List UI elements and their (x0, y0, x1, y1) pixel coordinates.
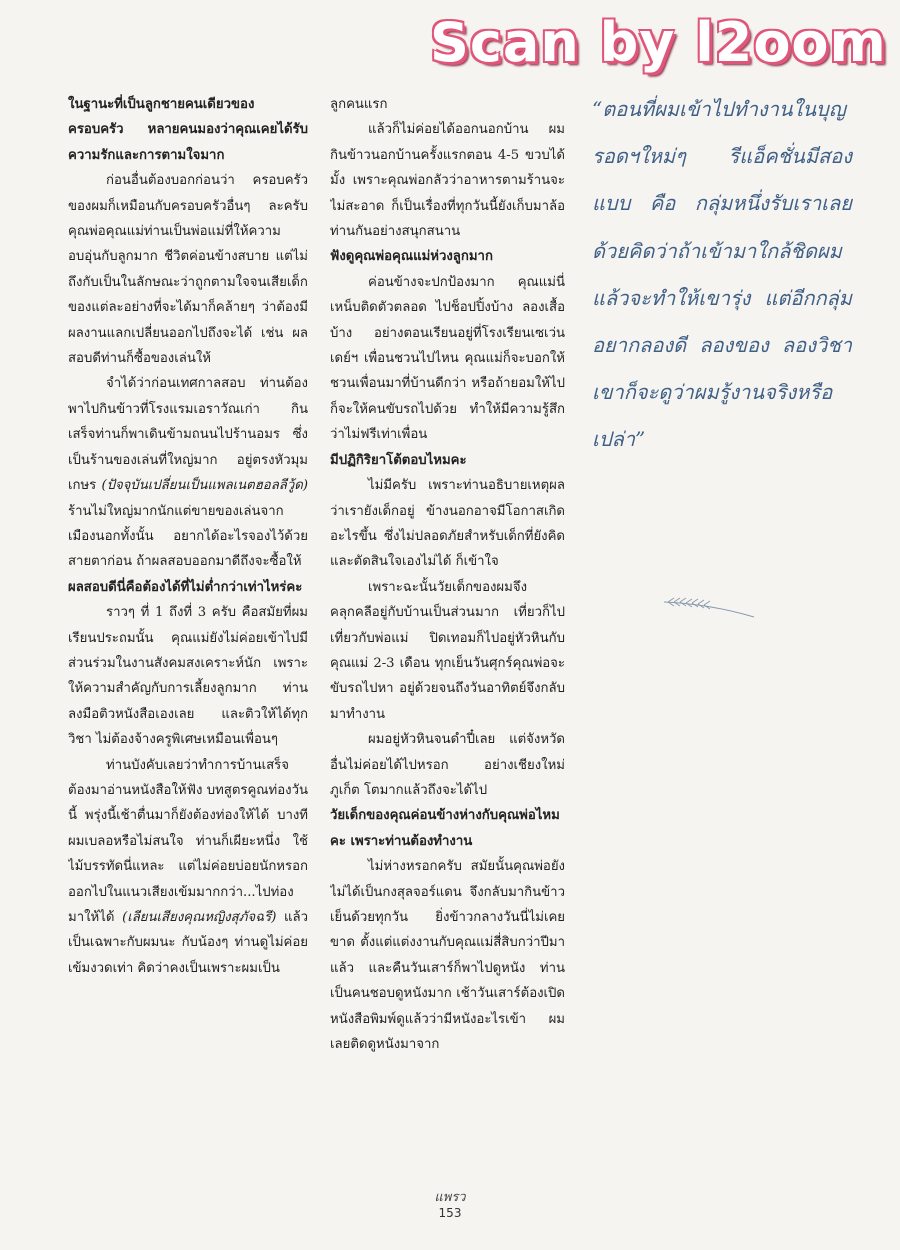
pull-quote (592, 86, 852, 464)
answer-paragraph: ไม่มีครับ เพราะท่านอธิบายเหตุผลว่าเรายังเด็กอยู่ ข้างนอกอาจมีโอกาสเกิดอะไรขึ้น ซึ่งไม่ปลอดภัยสำหรับเด็กที่ยังคิดและตัดสินใจเองไม่ได้ ก็เข้าใจ (330, 478, 565, 570)
answer-paragraph: ไม่ห่างหรอกครับ สมัยนั้นคุณพ่อยังไม่ได้เป็นกงสุลจอร์แดน จึงกลับมากินข้าวเย็นด้วยทุกวัน ยิ่งข้าวกลางวันนี่ไม่เคยขาด ตั้งแต่แต่งงานกับคุณแม่สี่สิบกว่าปีมาแล้ว และคืนวันเสาร์ก็พาไปดูหนัง ท่านเป็นคนชอบดูหนังมาก เช้าวันเสาร์ต้องเปิดหนังสือพิมพ์ดูแล้วว่ามีหนังอะไรเข้า ผมเลยติดดูหนังมาจาก (330, 859, 565, 1053)
answer-paragraph: ค่อนข้างจะปกป้องมาก คุณแม่นี่เหน็บติดตัวตลอด ไปช็อปปิ้งบ้าง ลองเสื้อบ้าง อย่างตอนเรียนอยู่ที่โรงเรียนเซเว่นเดย์ฯ เพื่อนชวนไปไหน คุณแม่ก็จะบอกให้ชวนเพื่อนมาที่บ้านดีกว่า หรือถ้ายอมให้ไปก็จะให้คนขับรถไปด้วย ทำให้มีความรู้สึกว่าไม่ฟรีเท่าเพื่อน (330, 274, 565, 443)
interview-question: ฟังดูคุณพ่อคุณแม่ห่วงลูกมาก (330, 249, 493, 265)
answer-text: ร้านไม่ใหญ่มากนักแต่ขายของเล่นจากเมืองนอกทั้งนั้น อยากได้อะไรจองไว้ด้วยสายตาก่อน ถ้าผลสอบออกมาดีถึงจะซื้อให้ (68, 503, 308, 570)
interview-question: ผลสอบดีนี่คือต้องได้ที่ไม่ต่ำกว่าเท่าไหร่คะ (68, 579, 303, 595)
watermark-text: Scan by l2oom (430, 11, 887, 74)
wheat-ornament-icon (660, 592, 756, 620)
interview-question: วัยเด็กของคุณค่อนข้างห่างกับคุณพ่อไหมคะ เพราะท่านต้องทำงาน (330, 808, 560, 849)
answer-text: จำได้ว่าก่อนเทศกาลสอบ ท่านต้องพาไปกินข้าวที่โรงแรมเอราวัณเก่า กินเสร็จท่านก็พาเดินข้ามถนนไปร้านอมร ซึ่งเป็นร้านของเล่นที่ใหญ่มาก อยู่ตรงหัวมุมเกษร (68, 376, 308, 494)
answer-paragraph (68, 371, 308, 574)
interview-question: ในฐานะที่เป็นลูกชายคนเดียวของครอบครัว หลายคนมองว่าคุณเคยได้รับความรักและการตามใจมาก (68, 97, 308, 163)
italic-note: (เลียนเสียงคุณหญิงสุภัจฉรี) (122, 910, 277, 925)
answer-paragraph: ราวๆ ที่ 1 ถึงที่ 3 ครับ คือสมัยที่ผมเรียนประถมนั้น คุณแม่ยังไม่ค่อยเข้าไปมีส่วนร่วมในงานสังคมสงเคราะห์นัก เพราะให้ความสำคัญกับการเลี้ยงลูกมาก ท่านลงมือติวหนังสือเองเลย และติวให้ได้ทุกวิชา ไม่ต้องจ้างครูพิเศษเหมือนเพื่อนๆ (68, 605, 308, 748)
article-column-left (68, 92, 308, 1182)
page-number: 153 (438, 1206, 462, 1220)
article-column-middle (330, 92, 565, 1182)
italic-note: (ปัจจุบันเปลี่ยนเป็นแพลเนตฮอลลีวู้ด) (101, 478, 308, 494)
answer-paragraph: แล้วก็ไม่ค่อยได้ออกนอกบ้าน ผมกินข้าวนอกบ้านครั้งแรกตอน 4-5 ขวบได้มั้ง เพราะคุณพ่อกลัวว่าอาหารตามร้านจะไม่สะอาด ก็เป็นเรื่องที่ทุกวันนี้ยังเก็บมาล้อท่านกันอย่างสนุกสนาน (330, 122, 565, 240)
answer-paragraph: ก่อนอื่นต้องบอกก่อนว่า ครอบครัวของผมก็เหมือนกับครอบครัวอื่นๆ ละครับ คุณพ่อคุณแม่ท่านเป็นพ่อแม่ที่ให้ความอบอุ่นกับลูกมาก ชีวิตค่อนข้างสบาย แต่ไม่ถึงกับเป็นในลักษณะว่าถูกตามใจจนเสียเด็ก ของแต่ละอย่างที่จะได้มาก็คล้ายๆ ว่าต้องมีผลงานแลกเปลี่ยนออกไปถึงจะได้ เช่น ผลสอบดีท่านก็ซื้อของเล่นให้ (68, 173, 308, 367)
answer-text: ท่านบังคับเลยว่าทำการบ้านเสร็จต้องมาอ่านหนังสือให้ฟัง บทสูตรคูณท่องวันนี้ พรุ่งนี้เช้าตื่นมาก็ยังต้องท่องให้ได้ บางทีผมเบลอหรือไม่สนใจ ท่านก็เผียะหนึ่ง ใช้ไม้บรรทัดนี่แหละ แต่ไม่ค่อยบ่อยนักหรอก ออกไปในแนวเสียงเข้มมากกว่า...ไปท่องมาให้ได้ (68, 757, 308, 925)
answer-paragraph (68, 753, 308, 982)
magazine-logo: แพรว (434, 1190, 466, 1205)
answer-paragraph: เพราะฉะนั้นวัยเด็กของผมจึงคลุกคลีอยู่กับบ้านเป็นส่วนมาก เที่ยวก็ไปเที่ยวกับพ่อแม่ ปิดเทอมก็ไปอยู่หัวหินกับคุณแม่ 2-3 เดือน ทุกเย็นวันศุกร์คุณพ่อจะขับรถไปหา อยู่ด้วยจนถึงวันอาทิตย์จึงกลับมาทำงาน (330, 579, 565, 722)
answer-paragraph: ผมอยู่หัวหินจนดำปี๋เลย แต่จังหวัดอื่นไม่ค่อยได้ไปหรอก อย่างเชียงใหม่ ภูเก็ต โตมากแล้วถึงจะได้ไป (330, 732, 565, 798)
pull-quote-text: “ตอนที่ผมเข้าไปทำงานในบุญรอดฯใหม่ๆ รีแอ็คชั่นมีสองแบบ คือ กลุ่มหนึ่งรับเราเลย ด้วยคิดว่าถ้าเข้ามาใกล้ชิดผม แล้วจะทำให้เขารุ่ง แต่อีกกลุ่มอยากลองดี ลองของ ลองวิชา เขาก็จะดูว่าผมรู้งานจริงหรือเปล่า” (592, 97, 852, 452)
answer-paragraph: ลูกคนแรก (330, 97, 388, 112)
answer-text: แล้วเป็นเฉพาะกับผมนะ กับน้องๆ ท่านดูไม่ค่อยเข้มงวดเท่า คิดว่าคงเป็นเพราะผมเป็น (68, 910, 308, 976)
interview-question: มีปฏิกิริยาโต้ตอบไหมคะ (330, 452, 467, 468)
